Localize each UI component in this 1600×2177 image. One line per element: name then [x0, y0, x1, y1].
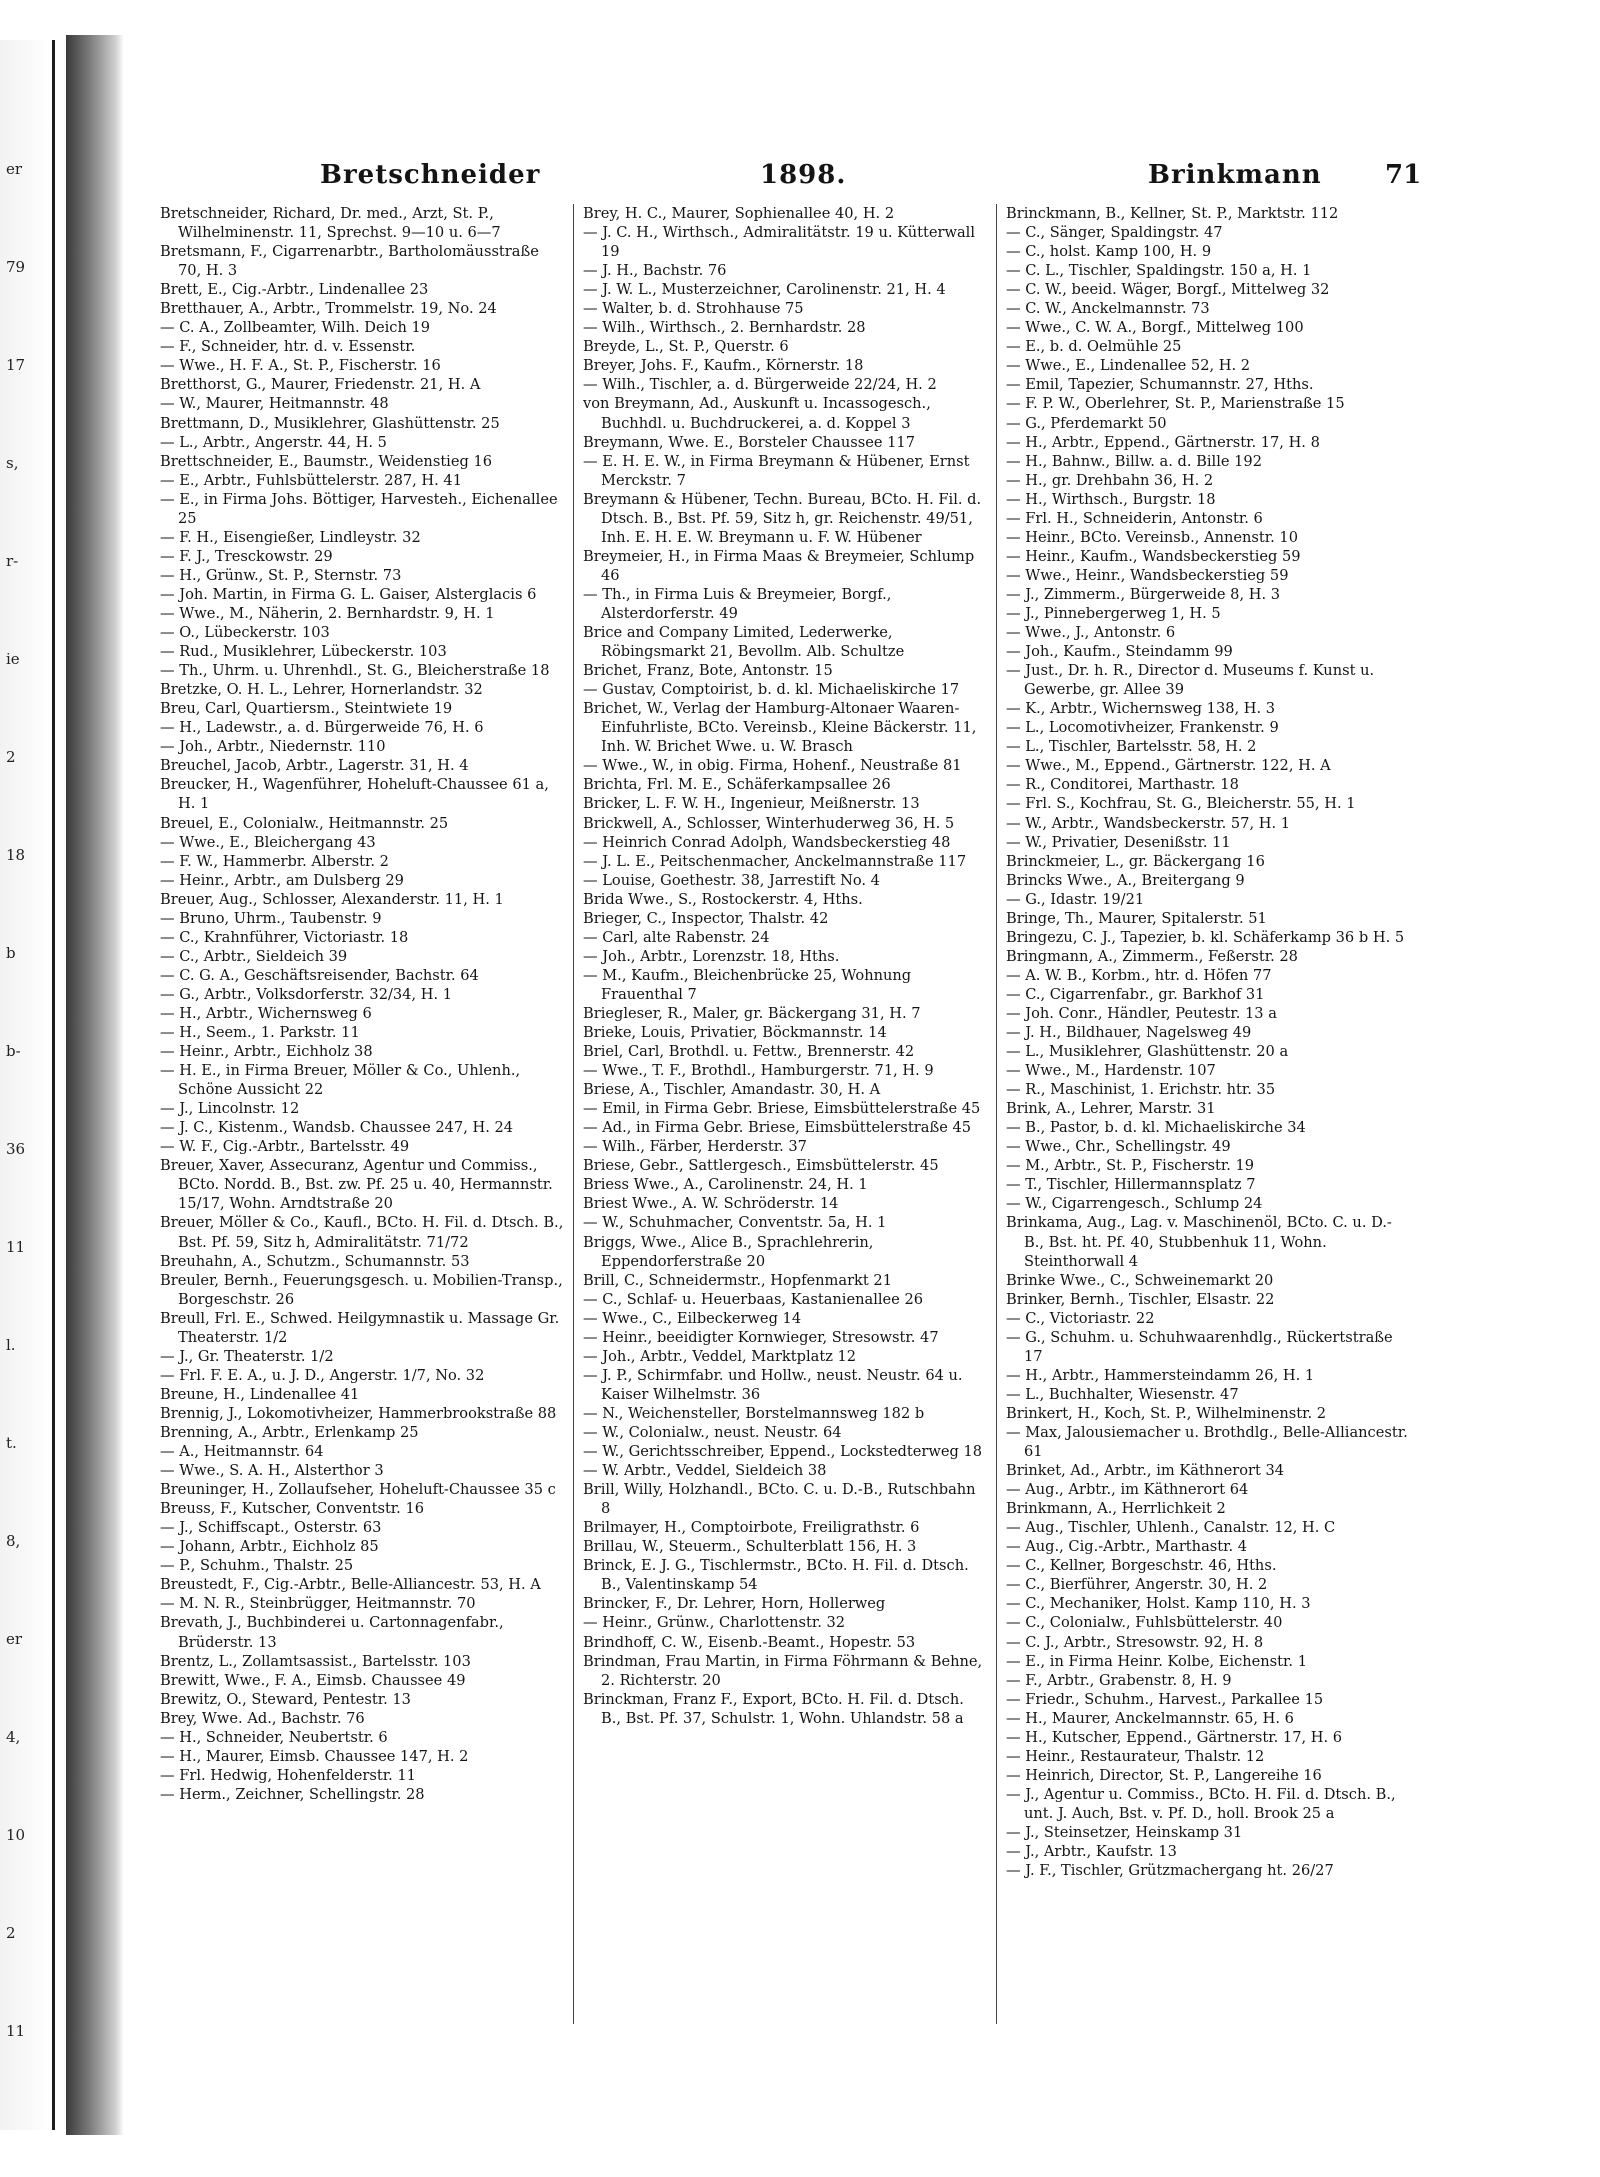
directory-entry: — Th., in Firma Luis & Breymeier, Borgf., Alsterdorferstr. 49: [583, 585, 892, 622]
previous-page-fragment: 10: [6, 1826, 26, 1844]
directory-entry: — C., holst. Kamp 100, H. 9: [1006, 243, 1212, 261]
directory-entry: Bretzke, O. H. L., Lehrer, Hornerlandstr. 32: [160, 681, 483, 699]
directory-entry: Brincker, F., Dr. Lehrer, Horn, Hollerweg: [583, 1595, 886, 1613]
directory-entry: Brinck, E. J. G., Tischlermstr., BCto. H. Fil. d. Dtsch. B., Valentinskamp 54: [583, 1557, 969, 1594]
previous-page-fragment: b-: [6, 1042, 21, 1060]
directory-entry: — H., Arbtr., Wichernsweg 6: [160, 1004, 372, 1022]
directory-entry: — M., Arbtr., St. P., Fischerstr. 19: [1006, 1157, 1255, 1175]
directory-entry: — H., Wirthsch., Burgstr. 18: [1006, 490, 1216, 508]
directory-entry: — M. N. R., Steinbrügger, Heitmannstr. 70: [160, 1595, 476, 1613]
page-number: 71: [1385, 160, 1422, 190]
directory-entry: — Wwe., Heinr., Wandsbeckerstieg 59: [1006, 566, 1289, 584]
directory-entry: Breuel, E., Colonialw., Heitmannstr. 25: [160, 814, 449, 832]
directory-entry: — Wwe., M., Eppend., Gärtnerstr. 122, H. A: [1006, 757, 1331, 775]
directory-entry: Bretthauer, A., Arbtr., Trommelstr. 19, No. 24: [160, 300, 497, 318]
directory-entry: — C. G. A., Geschäftsreisender, Bachstr. 64: [160, 966, 479, 984]
directory-entry: Breymann & Hübener, Techn. Bureau, BCto. H. Fil. d. Dtsch. B., Bst. Pf. 59, Sitz h, gr. Reichenstr. 49/51, Inh. E. H. E. W. Breymann u. F. W. Hübener: [583, 490, 982, 546]
column-right: [1006, 204, 1410, 2054]
directory-entry: — Heinr., beeidigter Kornwieger, Stresowstr. 47: [583, 1328, 939, 1346]
directory-entry: — H., Kutscher, Eppend., Gärtnerstr. 17, H. 6: [1006, 1728, 1343, 1746]
directory-entry: — W. Arbtr., Veddel, Sieldeich 38: [583, 1462, 827, 1480]
directory-entry: — C., Arbtr., Sieldeich 39: [160, 947, 348, 965]
directory-entry: — H., Grünw., St. P., Sternstr. 73: [160, 566, 402, 584]
previous-page-fragment: r-: [6, 552, 19, 570]
directory-entry: Brentz, L., Zollamtsassist., Bartelsstr. 103: [160, 1652, 471, 1670]
directory-entry: — Frl. S., Kochfrau, St. G., Bleicherstr. 55, H. 1: [1006, 795, 1356, 813]
directory-entry: — J. L. E., Peitschenmacher, Anckelmannstraße 117: [583, 852, 967, 870]
directory-entry: — Frl. F. E. A., u. J. D., Angerstr. 1/7, No. 32: [160, 1366, 485, 1384]
directory-entry: Brickwell, A., Schlosser, Winterhuderweg 36, H. 5: [583, 814, 955, 832]
directory-entry: — Walter, b. d. Strohhause 75: [583, 300, 804, 318]
directory-entry: — W., Arbtr., Wandsbeckerstr. 57, H. 1: [1006, 814, 1291, 832]
directory-entry: — Carl, alte Rabenstr. 24: [583, 928, 770, 946]
previous-page-fragment: 4,: [6, 1728, 21, 1746]
previous-page-edge: [0, 40, 55, 2130]
column-middle: [583, 204, 987, 2054]
previous-page-fragment: 8,: [6, 1532, 21, 1550]
directory-entry: — Joh. Martin, in Firma G. L. Gaiser, Alsterglacis 6: [160, 585, 537, 603]
directory-entry: Brinke Wwe., C., Schweinemarkt 20: [1006, 1271, 1274, 1289]
directory-entry: — Just., Dr. h. R., Director d. Museums f. Kunst u. Gewerbe, gr. Allee 39: [1006, 662, 1375, 699]
directory-entry: — C. L., Tischler, Spaldingstr. 150 a, H. 1: [1006, 262, 1312, 280]
directory-entry: — F. H., Eisengießer, Lindleystr. 32: [160, 528, 421, 546]
directory-entry: — J., Schiffscapt., Osterstr. 63: [160, 1519, 382, 1537]
directory-entry: — G., Arbtr., Volksdorferstr. 32/34, H. 1: [160, 985, 453, 1003]
directory-entry: — C., Schlaf- u. Heuerbaas, Kastanienallee 26: [583, 1290, 924, 1308]
directory-entry: — Wwe., Chr., Schellingstr. 49: [1006, 1138, 1231, 1156]
directory-entry: — J. H., Bildhauer, Nagelsweg 49: [1006, 1024, 1252, 1042]
previous-page-fragment: b: [6, 944, 16, 962]
previous-page-fragment: er: [6, 1630, 23, 1648]
directory-entry: — Joh., Arbtr., Niedernstr. 110: [160, 738, 386, 756]
directory-entry: Brinkmann, A., Herrlichkeit 2: [1006, 1500, 1226, 1518]
directory-entry: — B., Pastor, b. d. kl. Michaeliskirche 34: [1006, 1119, 1306, 1137]
directory-entry: Bringe, Th., Maurer, Spitalerstr. 51: [1006, 909, 1267, 927]
directory-entry: — Herm., Zeichner, Schellingstr. 28: [160, 1785, 425, 1803]
directory-entry: Brenning, A., Arbtr., Erlenkamp 25: [160, 1424, 419, 1441]
directory-entry: — A., Heitmannstr. 64: [160, 1443, 324, 1461]
directory-entry: — C. J., Arbtr., Stresowstr. 92, H. 8: [1006, 1633, 1264, 1651]
directory-entry: — W., Maurer, Heitmannstr. 48: [160, 395, 389, 413]
directory-entry: — J. C., Kistenm., Wandsb. Chaussee 247, H. 24: [160, 1119, 514, 1137]
directory-entry: Breuhahn, A., Schutzm., Schumannstr. 53: [160, 1252, 470, 1270]
directory-entry: — Gustav, Comptoirist, b. d. kl. Michaeliskirche 17: [583, 681, 960, 699]
directory-entry: — K., Arbtr., Wichernsweg 138, H. 3: [1006, 700, 1276, 718]
directory-entry: — Joh., Kaufm., Steindamm 99: [1006, 643, 1233, 661]
directory-entry: — C., Sänger, Spaldingstr. 47: [1006, 224, 1223, 242]
directory-entry: — C., Cigarrenfabr., gr. Barkhof 31: [1006, 985, 1265, 1003]
directory-entry: — Aug., Tischler, Uhlenh., Canalstr. 12, H. C: [1006, 1519, 1336, 1537]
directory-entry: — F. P. W., Oberlehrer, St. P., Marienstraße 15: [1006, 395, 1345, 413]
directory-entry: — Heinr., Arbtr., am Dulsberg 29: [160, 871, 404, 889]
directory-entry: — Th., Uhrm. u. Uhrenhdl., St. G., Bleicherstraße 18: [160, 662, 550, 680]
directory-entry: Brewitt, Wwe., F. A., Eimsb. Chaussee 49: [160, 1671, 466, 1689]
directory-entry: — E., Arbtr., Fuhlsbüttelerstr. 287, H. 41: [160, 471, 462, 489]
directory-entry: — Friedr., Schuhm., Harvest., Parkallee 15: [1006, 1690, 1324, 1708]
previous-page-fragment: 11: [6, 2022, 26, 2040]
directory-entry: — R., Conditorei, Marthastr. 18: [1006, 776, 1239, 794]
directory-entry: — Wilh., Tischler, a. d. Bürgerweide 22/24, H. 2: [583, 376, 937, 394]
directory-entry: Brett, E., Cig.-Arbtr., Lindenallee 23: [160, 281, 429, 299]
directory-entry: Brettmann, D., Musiklehrer, Glashüttenstr. 25: [160, 414, 500, 432]
directory-entry: — T., Tischler, Hillermannsplatz 7: [1006, 1176, 1256, 1194]
directory-entry: — H., Arbtr., Hammersteindamm 26, H. 1: [1006, 1366, 1315, 1384]
directory-entry: Brieger, C., Inspector, Thalstr. 42: [583, 909, 829, 927]
directory-entry: — F. J., Tresckowstr. 29: [160, 547, 333, 565]
header-left-keyword: Bretschneider: [320, 160, 541, 190]
directory-entry: Brinckmeier, L., gr. Bäckergang 16: [1006, 852, 1265, 870]
previous-page-fragment: er: [6, 160, 23, 178]
directory-entry: — J. F., Tischler, Grützmachergang ht. 26/27: [1006, 1862, 1334, 1880]
directory-entry: — L., Locomotivheizer, Frankenstr. 9: [1006, 719, 1279, 737]
directory-entry: Bricker, L. F. W. H., Ingenieur, Meißnerstr. 13: [583, 795, 920, 813]
directory-entry: — O., Lübeckerstr. 103: [160, 624, 330, 642]
directory-entry: — Aug., Arbtr., im Käthnerort 64: [1006, 1481, 1249, 1499]
directory-entry: Briegleser, R., Maler, gr. Bäckergang 31, H. 7: [583, 1004, 921, 1022]
directory-page: [160, 160, 1422, 2060]
previous-page-fragment: 2: [6, 1924, 16, 1942]
directory-entry: — C., Colonialw., Fuhlsbüttelerstr. 40: [1006, 1614, 1283, 1632]
directory-entry: Brida Wwe., S., Rostockerstr. 4, Hths.: [583, 890, 863, 908]
directory-entry: Breyer, Johs. F., Kaufm., Körnerstr. 18: [583, 357, 864, 375]
previous-page-fragment: 36: [6, 1140, 26, 1158]
directory-entry: — J. W. L., Musterzeichner, Carolinenstr. 21, H. 4: [583, 281, 946, 299]
directory-entry: — Emil, Tapezier, Schumannstr. 27, Hths.: [1006, 376, 1314, 394]
directory-entry: Breyde, L., St. P., Querstr. 6: [583, 338, 789, 356]
directory-entry: Brieke, Louis, Privatier, Böckmannstr. 14: [583, 1024, 887, 1042]
directory-columns: [160, 204, 1415, 2054]
directory-entry: Brincks Wwe., A., Breitergang 9: [1006, 871, 1245, 889]
directory-entry: — J., Gr. Theaterstr. 1/2: [160, 1347, 334, 1365]
directory-entry: Breu, Carl, Quartiersm., Steintwiete 19: [160, 700, 453, 718]
directory-entry: Breune, H., Lindenallee 41: [160, 1385, 360, 1403]
directory-entry: Brill, Willy, Holzhandl., BCto. C. u. D.-B., Rutschbahn 8: [583, 1481, 976, 1518]
directory-entry: Brinkama, Aug., Lag. v. Maschinenöl, BCto. C. u. D.-B., Bst. ht. Pf. 40, Stubbenhuk 11, Wohn. Steinthorwall 4: [1006, 1214, 1392, 1270]
directory-entry: — C. W., beeid. Wäger, Borgf., Mittelweg 32: [1006, 281, 1330, 299]
directory-entry: — Wwe., C. W. A., Borgf., Mittelweg 100: [1006, 319, 1304, 337]
directory-entry: — L., Arbtr., Angerstr. 44, H. 5: [160, 433, 387, 451]
directory-entry: — H., Maurer, Eimsb. Chaussee 147, H. 2: [160, 1747, 469, 1765]
directory-entry: — Max, Jalousiemacher u. Brothdlg., Belle-Alliancestr. 61: [1006, 1424, 1408, 1461]
previous-page-fragment: l.: [6, 1336, 16, 1354]
directory-entry: Brevath, J., Buchbinderei u. Cartonnagenfabr., Brüderstr. 13: [160, 1614, 504, 1651]
directory-entry: — H., Ladewstr., a. d. Bürgerweide 76, H. 6: [160, 719, 484, 737]
directory-entry: Bretsmann, F., Cigarrenarbtr., Bartholomäusstraße 70, H. 3: [160, 243, 539, 280]
directory-entry: — H., Schneider, Neubertstr. 6: [160, 1728, 388, 1746]
directory-entry: Brewitz, O., Steward, Pentestr. 13: [160, 1690, 411, 1708]
directory-entry: — Wwe., W., in obig. Firma, Hohenf., Neustraße 81: [583, 757, 962, 775]
directory-entry: — H., Maurer, Anckelmannstr. 65, H. 6: [1006, 1709, 1294, 1727]
directory-entry: — Rud., Musiklehrer, Lübeckerstr. 103: [160, 643, 447, 661]
directory-entry: Brennig, J., Lokomotivheizer, Hammerbrookstraße 88: [160, 1404, 557, 1422]
directory-entry: Brinckman, Franz F., Export, BCto. H. Fil. d. Dtsch. B., Bst. Pf. 37, Schulstr. 1, Wohn. Uhlandstr. 58 a: [583, 1690, 964, 1727]
directory-entry: — J. H., Bachstr. 76: [583, 262, 727, 280]
previous-page-fragment: 11: [6, 1238, 26, 1256]
column-divider: [996, 204, 997, 2024]
directory-entry: — F., Schneider, htr. d. v. Essenstr.: [160, 338, 416, 356]
directory-entry: — H., gr. Drehbahn 36, H. 2: [1006, 471, 1214, 489]
directory-entry: — Aug., Cig.-Arbtr., Marthastr. 4: [1006, 1538, 1248, 1556]
directory-entry: Breuer, Aug., Schlosser, Alexanderstr. 11, H. 1: [160, 890, 504, 908]
directory-entry: — W., Gerichtsschreiber, Eppend., Lockstedterweg 18: [583, 1443, 983, 1461]
directory-entry: — Joh., Arbtr., Lorenzstr. 18, Hths.: [583, 947, 840, 965]
directory-entry: — J., Lincolnstr. 12: [160, 1100, 300, 1118]
directory-entry: Brichet, Franz, Bote, Antonstr. 15: [583, 662, 833, 680]
directory-entry: — J., Agentur u. Commiss., BCto. H. Fil. d. Dtsch. B., unt. J. Auch, Bst. v. Pf. D., holl. Brook 25 a: [1006, 1785, 1396, 1822]
directory-entry: — Wilh., Wirthsch., 2. Bernhardstr. 28: [583, 319, 866, 337]
directory-entry: — J., Zimmerm., Bürgerweide 8, H. 3: [1006, 585, 1281, 603]
directory-entry: Brindhoff, C. W., Eisenb.-Beamt., Hopestr. 53: [583, 1633, 916, 1651]
directory-entry: — Wwe., E., Bleichergang 43: [160, 833, 376, 851]
directory-entry: — R., Maschinist, 1. Erichstr. htr. 35: [1006, 1081, 1276, 1099]
directory-entry: von Breymann, Ad., Auskunft u. Incassogesch., Buchhdl. u. Buchdruckerei, a. d. Koppel 3: [583, 395, 931, 432]
directory-entry: Briese, A., Tischler, Amandastr. 30, H. A: [583, 1081, 881, 1099]
directory-entry: — P., Schuhm., Thalstr. 25: [160, 1557, 354, 1575]
directory-entry: Brettschneider, E., Baumstr., Weidenstieg 16: [160, 452, 493, 470]
directory-entry: — E., b. d. Oelmühle 25: [1006, 338, 1182, 356]
book-gutter: [66, 35, 124, 2135]
directory-entry: — C. A., Zollbeamter, Wilh. Deich 19: [160, 319, 431, 337]
directory-entry: — L., Tischler, Bartelsstr. 58, H. 2: [1006, 738, 1257, 756]
directory-entry: — G., Idastr. 19/21: [1006, 890, 1145, 908]
previous-page-fragment: 18: [6, 846, 26, 864]
directory-entry: Brey, H. C., Maurer, Sophienallee 40, H. 2: [583, 205, 895, 222]
directory-entry: — Wwe., C., Eilbeckerweg 14: [583, 1309, 802, 1327]
directory-entry: Brilmayer, H., Comptoirbote, Freiligrathstr. 6: [583, 1519, 920, 1537]
directory-entry: — J., Steinsetzer, Heinskamp 31: [1006, 1823, 1243, 1841]
previous-page-fragment: t.: [6, 1434, 17, 1452]
directory-entry: — L., Musiklehrer, Glashüttenstr. 20 a: [1006, 1043, 1289, 1061]
directory-entry: Brey, Wwe. Ad., Bachstr. 76: [160, 1709, 365, 1727]
directory-entry: — Wwe., E., Lindenallee 52, H. 2: [1006, 357, 1251, 375]
directory-entry: — Emil, in Firma Gebr. Briese, Eimsbüttelerstraße 45: [583, 1100, 981, 1118]
directory-entry: — Heinr., Kaufm., Wandsbeckerstieg 59: [1006, 547, 1301, 565]
directory-entry: — Joh. Conr., Händler, Peutestr. 13 a: [1006, 1004, 1277, 1022]
directory-entry: — Wwe., M., Hardenstr. 107: [1006, 1062, 1216, 1080]
directory-entry: — Heinr., BCto. Vereinsb., Annenstr. 10: [1006, 528, 1298, 546]
directory-entry: Brinket, Ad., Arbtr., im Käthnerort 34: [1006, 1462, 1285, 1480]
directory-entry: — J., Pinnebergerweg 1, H. 5: [1006, 604, 1221, 622]
previous-page-fragment: 17: [6, 356, 26, 374]
header-year: 1898.: [760, 160, 847, 190]
directory-entry: Briel, Carl, Brothdl. u. Fettw., Brennerstr. 42: [583, 1043, 915, 1061]
directory-entry: — Ad., in Firma Gebr. Briese, Eimsbüttelerstraße 45: [583, 1119, 972, 1137]
directory-entry: Breuer, Xaver, Assecuranz, Agentur und Commiss., BCto. Nordd. B., Bst. zw. Pf. 25 u. 40, Hermannstr. 15/17, Wohn. Arndtstraße 20: [160, 1157, 553, 1213]
directory-entry: — E., in Firma Heinr. Kolbe, Eichenstr. 1: [1006, 1652, 1307, 1670]
directory-entry: — Johann, Arbtr., Eichholz 85: [160, 1538, 379, 1556]
directory-entry: Brindman, Frau Martin, in Firma Föhrmann & Behne, 2. Richterstr. 20: [583, 1652, 983, 1689]
column-divider: [573, 204, 574, 2024]
directory-entry: — G., Schuhm. u. Schuhwaarenhdlg., Rückertstraße 17: [1006, 1328, 1393, 1365]
directory-entry: — Frl. Hedwig, Hohenfelderstr. 11: [160, 1766, 416, 1784]
directory-entry: — J. C. H., Wirthsch., Admiralitätstr. 19 u. Kütterwall 19: [583, 224, 975, 261]
directory-entry: Briest Wwe., A. W. Schröderstr. 14: [583, 1195, 839, 1213]
directory-entry: Brillau, W., Steuerm., Schulterblatt 156, H. 3: [583, 1538, 917, 1556]
directory-entry: Bringezu, C. J., Tapezier, b. kl. Schäferkamp 36 b H. 5: [1006, 928, 1405, 946]
directory-entry: Breymann, Wwe. E., Borsteler Chaussee 117: [583, 433, 915, 451]
column-left: [160, 204, 564, 2054]
directory-entry: — M., Kaufm., Bleichenbrücke 25, Wohnung Frauenthal 7: [583, 966, 912, 1003]
directory-entry: Bretschneider, Richard, Dr. med., Arzt, St. P., Wilhelminenstr. 11, Sprechst. 9—10 u. 6—7: [160, 205, 501, 242]
directory-entry: Breuninger, H., Zollaufseher, Hoheluft-Chaussee 35 c: [160, 1481, 556, 1499]
directory-entry: — G., Pferdemarkt 50: [1006, 414, 1167, 432]
page-header: [160, 160, 1422, 200]
directory-entry: — W. F., Cig.-Arbtr., Bartelsstr. 49: [160, 1138, 410, 1156]
directory-entry: Breull, Frl. E., Schwed. Heilgymnastik u. Massage Gr. Theaterstr. 1/2: [160, 1309, 560, 1346]
previous-page-fragment: s,: [6, 454, 19, 472]
directory-entry: — H., Bahnw., Billw. a. d. Bille 192: [1006, 452, 1262, 470]
directory-entry: — Wwe., H. F. A., St. P., Fischerstr. 16: [160, 357, 441, 375]
directory-entry: — Wwe., J., Antonstr. 6: [1006, 624, 1176, 642]
directory-entry: Brill, C., Schneidermstr., Hopfenmarkt 21: [583, 1271, 892, 1289]
directory-entry: — N., Weichensteller, Borstelmannsweg 182 b: [583, 1404, 925, 1422]
directory-entry: — W., Privatier, Desenißstr. 11: [1006, 833, 1231, 851]
directory-entry: Bringmann, A., Zimmerm., Feßerstr. 28: [1006, 947, 1298, 965]
directory-entry: Brinker, Bernh., Tischler, Elsastr. 22: [1006, 1290, 1275, 1308]
directory-entry: Bretthorst, G., Maurer, Friedenstr. 21, H. A: [160, 376, 481, 394]
directory-entry: Brichta, Frl. M. E., Schäferkampsallee 26: [583, 776, 891, 794]
directory-entry: Briggs, Wwe., Alice B., Sprachlehrerin, Eppendorferstraße 20: [583, 1233, 874, 1270]
directory-entry: Breucker, H., Wagenführer, Hoheluft-Chaussee 61 a, H. 1: [160, 776, 549, 813]
directory-entry: Brice and Company Limited, Lederwerke, Röbingsmarkt 21, Bevollm. Alb. Schultze: [583, 624, 905, 661]
directory-entry: — Wwe., S. A. H., Alsterthor 3: [160, 1462, 384, 1480]
directory-entry: — C., Bierführer, Angerstr. 30, H. 2: [1006, 1576, 1268, 1594]
directory-entry: Breymeier, H., in Firma Maas & Breymeier, Schlump 46: [583, 547, 975, 584]
directory-entry: Breuss, F., Kutscher, Conventstr. 16: [160, 1500, 425, 1518]
directory-entry: — A. W. B., Korbm., htr. d. Höfen 77: [1006, 966, 1272, 984]
directory-entry: — W., Cigarrengesch., Schlump 24: [1006, 1195, 1263, 1213]
directory-entry: Briese, Gebr., Sattlergesch., Eimsbüttelerstr. 45: [583, 1157, 939, 1175]
directory-entry: — Heinr., Restaurateur, Thalstr. 12: [1006, 1747, 1265, 1765]
previous-page-fragment: ie: [6, 650, 20, 668]
directory-entry: — C. W., Anckelmannstr. 73: [1006, 300, 1210, 318]
directory-entry: — J. P., Schirmfabr. und Hollw., neust. Neustr. 64 u. Kaiser Wilhelmstr. 36: [583, 1366, 963, 1403]
directory-entry: — H., Seem., 1. Parkstr. 11: [160, 1024, 360, 1042]
directory-entry: — J., Arbtr., Kaufstr. 13: [1006, 1843, 1177, 1861]
directory-entry: Brichet, W., Verlag der Hamburg-Altonaer Waaren-Einfuhrliste, BCto. Vereinsb., Kleine Bäckerstr. 11, Inh. W. Brichet Wwe. u. W. Brasch: [583, 700, 977, 756]
directory-entry: Brinkert, H., Koch, St. P., Wilhelminenstr. 2: [1006, 1404, 1327, 1422]
directory-entry: Breuchel, Jacob, Arbtr., Lagerstr. 31, H. 4: [160, 757, 469, 775]
directory-entry: Breuler, Bernh., Feuerungsgesch. u. Mobilien-Transp., Borgeschstr. 26: [160, 1271, 563, 1308]
directory-entry: — C., Krahnführer, Victoriastr. 18: [160, 928, 409, 946]
directory-entry: — E. H. E. W., in Firma Breymann & Hübener, Ernst Merckstr. 7: [583, 452, 970, 489]
directory-entry: — C., Victoriastr. 22: [1006, 1309, 1155, 1327]
directory-entry: — Wilh., Färber, Herderstr. 37: [583, 1138, 807, 1156]
directory-entry: Brink, A., Lehrer, Marstr. 31: [1006, 1100, 1216, 1118]
previous-page-fragment: 2: [6, 748, 16, 766]
directory-entry: — Heinr., Grünw., Charlottenstr. 32: [583, 1614, 846, 1632]
previous-page-fragment: 79: [6, 258, 26, 276]
directory-entry: — L., Buchhalter, Wiesenstr. 47: [1006, 1385, 1239, 1403]
directory-entry: — Frl. H., Schneiderin, Antonstr. 6: [1006, 509, 1263, 527]
directory-entry: — H. E., in Firma Breuer, Möller & Co., Uhlenh., Schöne Aussicht 22: [160, 1062, 521, 1099]
directory-entry: Breustedt, F., Cig.-Arbtr., Belle-Alliancestr. 53, H. A: [160, 1576, 541, 1594]
directory-entry: Breuer, Möller & Co., Kaufl., BCto. H. Fil. d. Dtsch. B., Bst. Pf. 59, Sitz h, Admiralitätstr. 71/72: [160, 1214, 564, 1251]
directory-entry: — Heinrich, Director, St. P., Langereihe 16: [1006, 1766, 1322, 1784]
directory-entry: — Wwe., M., Näherin, 2. Bernhardstr. 9, H. 1: [160, 604, 495, 622]
directory-entry: — Heinr., Arbtr., Eichholz 38: [160, 1043, 373, 1061]
directory-entry: — Heinrich Conrad Adolph, Wandsbeckerstieg 48: [583, 833, 951, 851]
directory-entry: — C., Kellner, Borgeschstr. 46, Hths.: [1006, 1557, 1277, 1575]
directory-entry: Brinckmann, B., Kellner, St. P., Marktstr. 112: [1006, 205, 1339, 222]
directory-entry: — W., Colonialw., neust. Neustr. 64: [583, 1424, 842, 1441]
directory-entry: — Joh., Arbtr., Veddel, Marktplatz 12: [583, 1347, 857, 1365]
directory-entry: — E., in Firma Johs. Böttiger, Harvesteh., Eichenallee 25: [160, 490, 558, 527]
directory-entry: Briess Wwe., A., Carolinenstr. 24, H. 1: [583, 1176, 868, 1194]
directory-entry: — H., Arbtr., Eppend., Gärtnerstr. 17, H. 8: [1006, 433, 1320, 451]
directory-entry: — Louise, Goethestr. 38, Jarrestift No. 4: [583, 871, 880, 889]
directory-entry: — Bruno, Uhrm., Taubenstr. 9: [160, 909, 382, 927]
directory-entry: — W., Schuhmacher, Conventstr. 5a, H. 1: [583, 1214, 887, 1232]
directory-entry: — C., Mechaniker, Holst. Kamp 110, H. 3: [1006, 1595, 1311, 1613]
header-right-keyword: Brinkmann: [1148, 160, 1322, 190]
directory-entry: — F., Arbtr., Grabenstr. 8, H. 9: [1006, 1671, 1232, 1689]
directory-entry: — Wwe., T. F., Brothdl., Hamburgerstr. 71, H. 9: [583, 1062, 934, 1080]
directory-entry: — F. W., Hammerbr. Alberstr. 2: [160, 852, 389, 870]
